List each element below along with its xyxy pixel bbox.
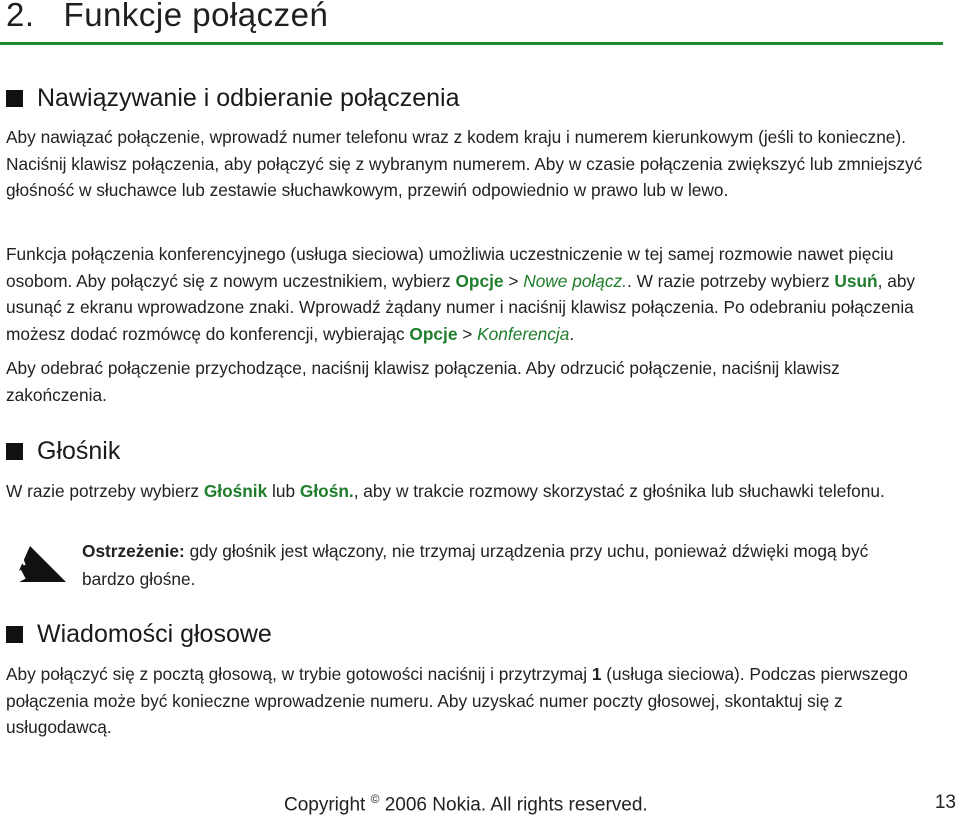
square-bullet-icon [6,90,23,107]
text-span: W razie potrzeby wybierz [6,481,204,501]
copyright-text: 2006 Nokia. All rights reserved. [379,794,648,816]
copyright-text: Copyright [284,794,371,816]
section-heading-speaker [6,437,120,466]
section-heading-calls [6,84,459,113]
text-span: (usługa sieciowa). Podczas pierwszego połączenia może być konieczne wprowadzenie numeru. Aby uzyskać numer poczty głosowej, skontaktuj się z usługodawcą. [6,664,908,737]
key-label: 1 [591,664,602,684]
text-span: . W razie potrzeby wybierz [626,270,835,291]
warning-label: Ostrzeżenie: [82,541,185,561]
separator: > [503,270,524,291]
separator: > [457,323,478,344]
warning-text: gdy głośnik jest włączony, nie trzymaj urządzenia przy uchu, ponieważ dźwięki mogą być bardzo głośne. [82,541,869,589]
page-number: 13 [934,792,956,813]
menu-option-usun: Usuń [834,270,878,291]
menu-option-konferencja: Konferencja [477,323,570,344]
copyright-symbol: © [370,792,380,806]
section-heading-text: Wiadomości głosowe [37,620,272,648]
text-span: Funkcja połączenia konferencyjnego (usługa sieciowa) umożliwia uczestniczenie w tej samej rozmowie nawet pięciu osobom. Aby połączyć się z nowym uczestnikiem, wybierz [6,244,894,291]
paragraph-make-call: Aby nawiązać połączenie, wprowadź numer telefonu wraz z kodem kraju i numerem kierunkowym (jeśli to konieczne). Naciśnij klawisz połączenia, aby połączyć się z wybranym numerem. Aby w czasie połączenia zwiększyć lub zmniejszyć głośność w słuchawce lub zestawie słuchawkowym, przewiń odpowiednio w prawo lub w lewo. [6,127,923,200]
chapter-title-text: Funkcje połączeń [63,0,329,33]
text-span: . [569,323,575,344]
menu-option-nowe-polacz: Nowe połącz. [523,270,627,291]
warning-icon [8,542,70,584]
text-span: lub [267,481,300,501]
section-heading-text: Nawiązywanie i odbieranie połączenia [37,84,460,112]
text-span: , aby w trakcie rozmowy skorzystać z głośnika lub słuchawki telefonu. [353,481,885,501]
menu-option-glosnik: Głośnik [203,481,268,501]
paragraph-speaker [6,478,936,505]
section-heading-text: Głośnik [37,437,121,465]
menu-option-opcje: Opcje [409,323,458,344]
text-span: , aby usunąć z ekranu wprowadzone znaki. Wprowadź żądany numer i naciśnij klawisz połączenia. Po odebraniu połączenia możesz dodać rozmówcę do konferencji, wybierając [6,270,916,344]
paragraph-answer-call: Aby odebrać połączenie przychodzące, naciśnij klawisz połączenia. Aby odrzucić połączenie, naciśnij klawisz zakończenia. [6,358,840,405]
chapter-number: 2. [6,0,35,33]
text-span: Aby połączyć się z pocztą głosową, w trybie gotowości naciśnij i przytrzymaj [6,664,592,684]
menu-option-glosn: Głośn. [299,481,354,501]
paragraph-voicemail [6,661,936,741]
square-bullet-icon [6,626,23,643]
menu-option-opcje: Opcje [455,270,504,291]
paragraph-conference [6,241,936,347]
chapter-title [6,0,328,34]
square-bullet-icon [6,443,23,460]
warning-paragraph [82,537,882,593]
copyright-notice [284,792,648,816]
chapter-divider [0,42,943,45]
page-footer [0,792,960,818]
section-heading-voicemail [6,620,272,649]
